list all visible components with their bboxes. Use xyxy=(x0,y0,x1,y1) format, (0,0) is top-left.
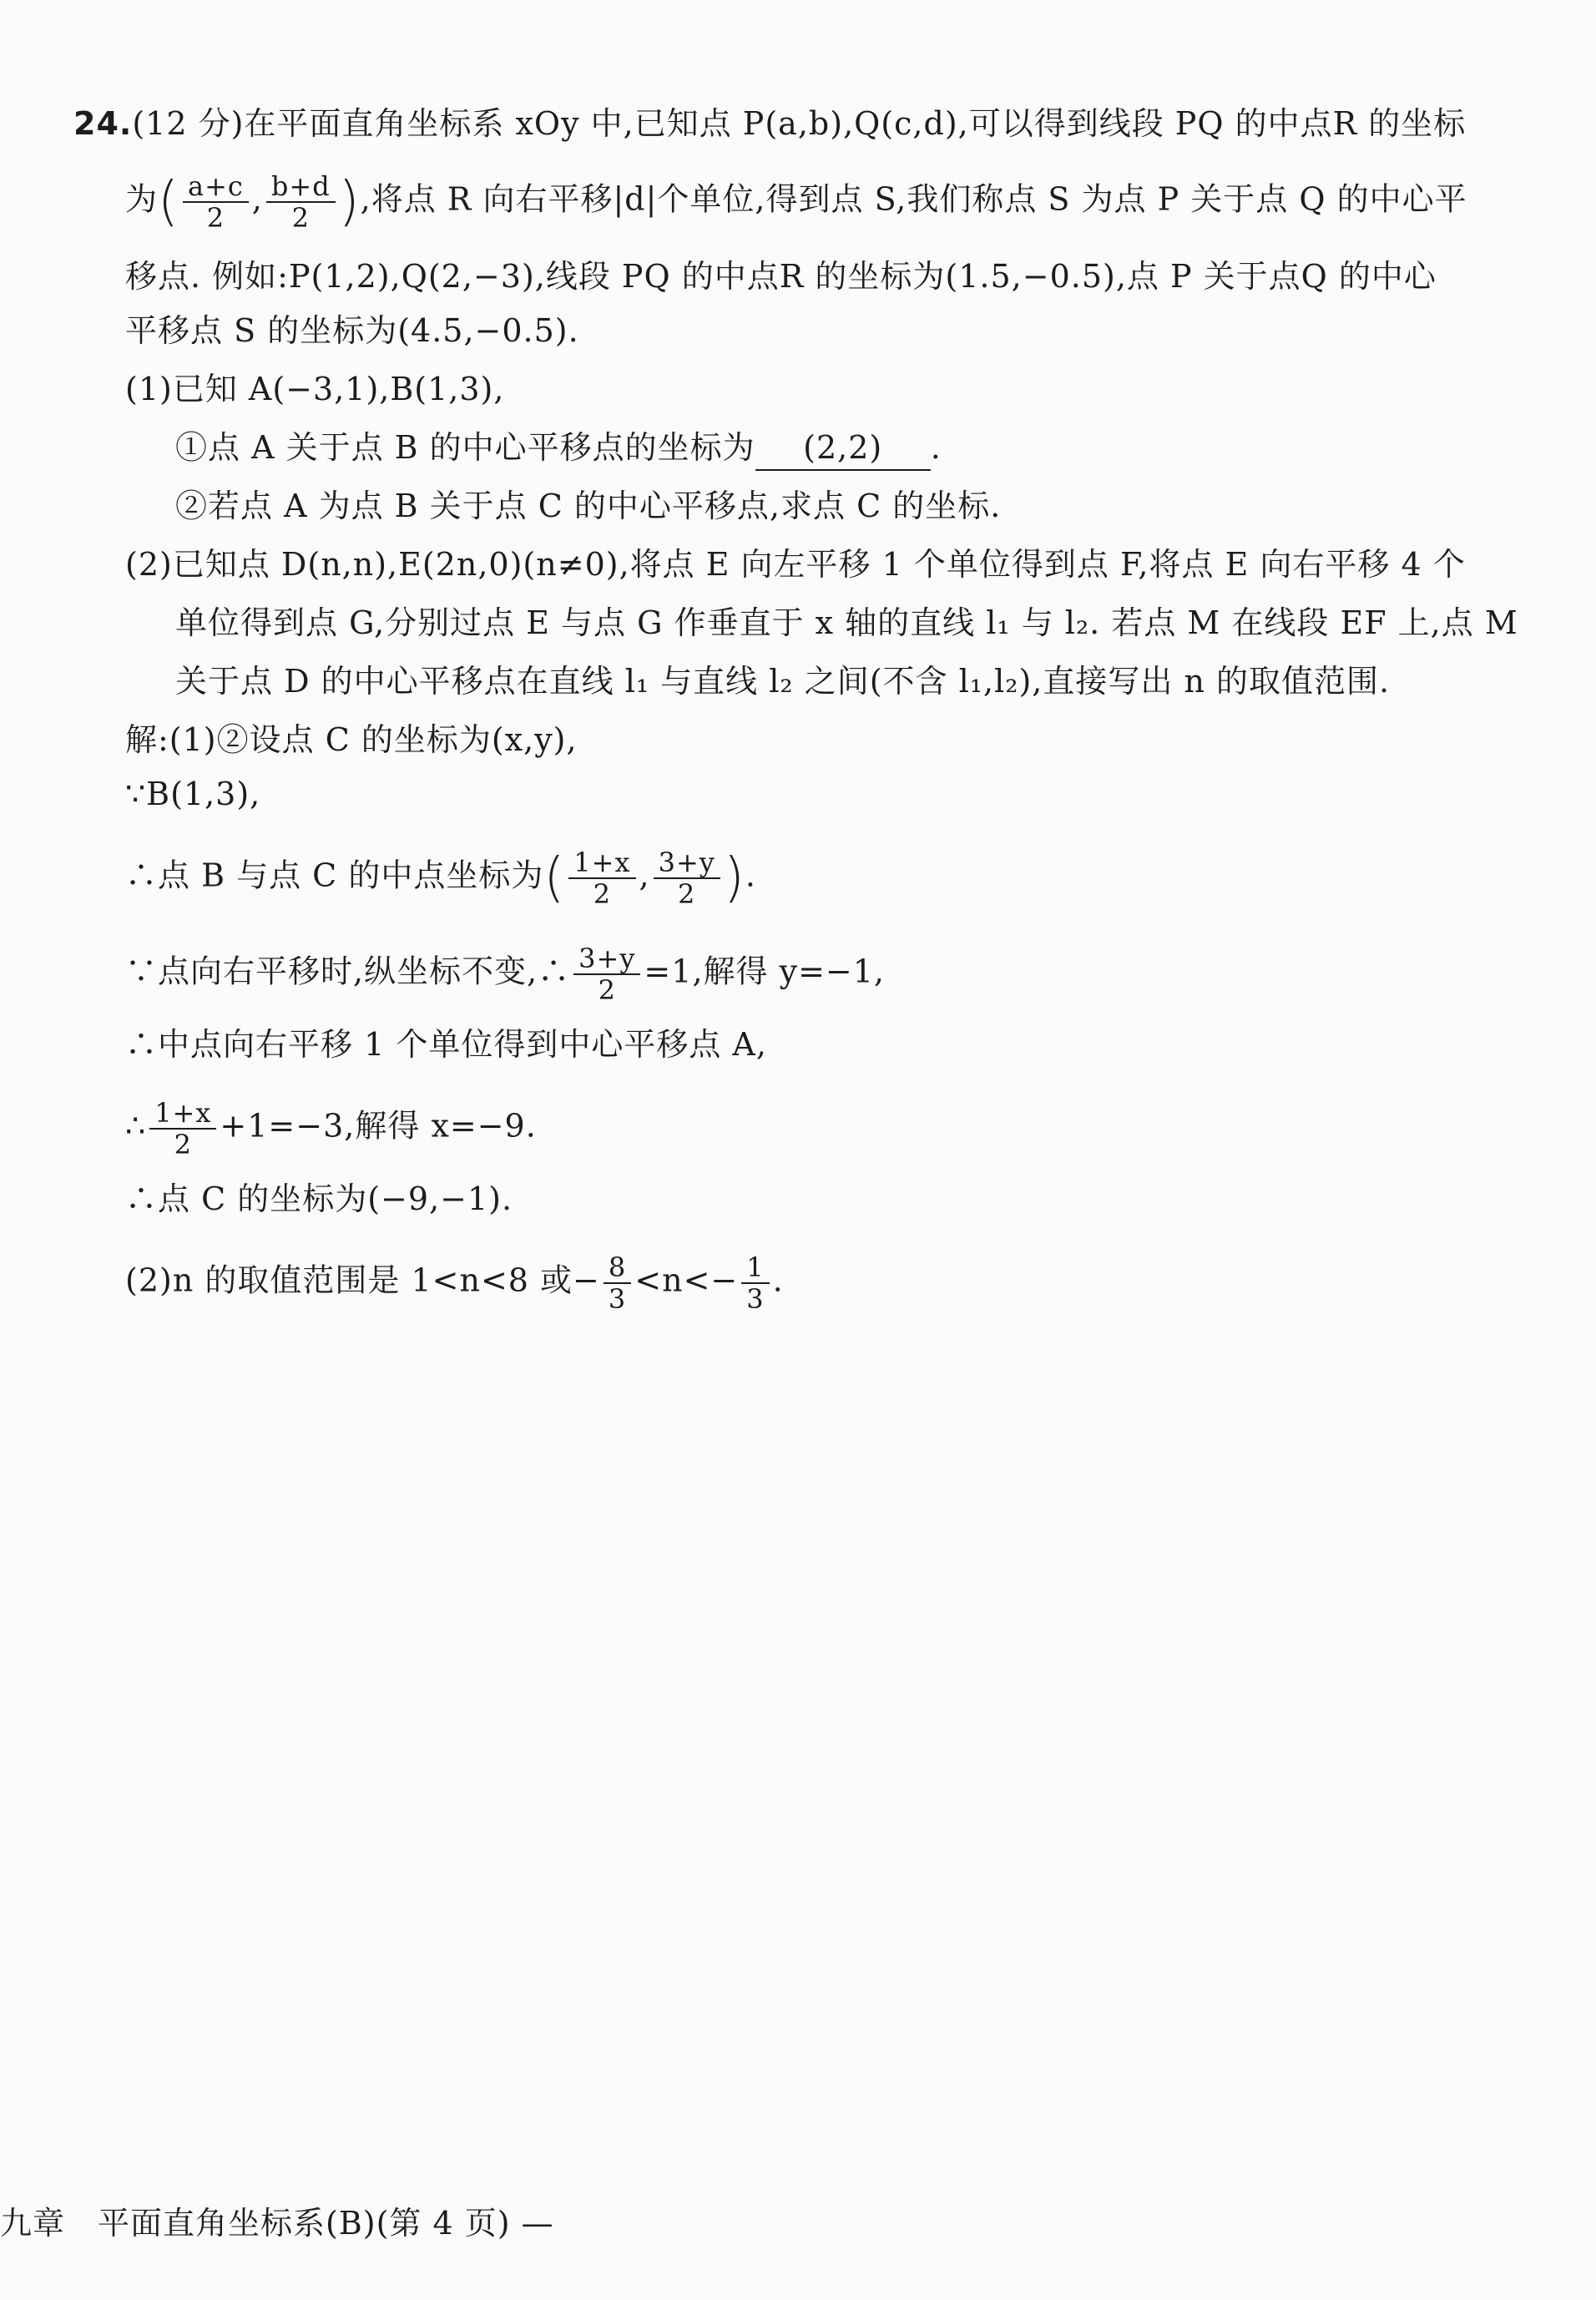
fraction-denominator: 2 xyxy=(206,202,225,234)
part2-line-2: 单位得到点 G,分别过点 E 与点 G 作垂直于 x 轴的直线 l₁ 与 l₂. 若点 M 在线段 EF 上,点 M xyxy=(175,604,1518,641)
fraction-numerator: 3+y xyxy=(573,943,640,975)
s8-text: (2)n 的取值范围是 1<n<8 或− xyxy=(125,1261,600,1299)
solution-line-3: ∴点 B 与点 C 的中点坐标为( $\frac{1+x}{2}$ , $\frac{3+y}{2}$ ). xyxy=(125,847,756,910)
fraction-denominator: 2 xyxy=(593,878,612,910)
fraction-numerator: 8 xyxy=(604,1252,631,1284)
s4-end: =1,解得 y=−1, xyxy=(644,953,886,990)
part2-line-1: (2)已知点 D(n,n),E(2n,0)(n≠0),将点 E 向左平移 1 个单位得到点 F,将点 E 向右平移 4 个 xyxy=(125,546,1466,583)
question-number: 24. xyxy=(73,105,133,142)
part1-q1-text: ①点 A 关于点 B 的中心平移点的坐标为 xyxy=(175,429,755,466)
fraction-numerator: 3+y xyxy=(654,847,720,879)
s3-end: . xyxy=(745,857,756,894)
open-paren: ( xyxy=(158,171,179,233)
question-line-4: 平移点 S 的坐标为(4.5,−0.5). xyxy=(125,312,579,349)
fraction-numerator: 1+x xyxy=(568,847,635,879)
solution-line-6 xyxy=(125,1098,537,1160)
part1-question-1 xyxy=(175,426,942,471)
part1-q1-end: . xyxy=(930,429,942,466)
part1-question-2: ②若点 A 为点 B 关于点 C 的中心平移点,求点 C 的坐标. xyxy=(175,488,1002,524)
solution-line-7: ∴点 C 的坐标为(−9,−1). xyxy=(125,1180,513,1217)
fraction-a-plus-c xyxy=(183,171,249,233)
s6-end: +1=−3,解得 x=−9. xyxy=(220,1107,537,1145)
fraction-1-over-3 xyxy=(741,1252,769,1314)
fraction-1-plus-x xyxy=(568,847,635,909)
intro-prefix: 为 xyxy=(125,180,159,218)
fraction-numerator: 1+x xyxy=(149,1098,216,1130)
fraction-1-plus-x xyxy=(149,1098,216,1160)
fraction-denominator: 2 xyxy=(174,1129,192,1160)
close-paren: ) xyxy=(723,847,745,909)
fraction-8-over-3 xyxy=(604,1252,631,1314)
fraction-denominator: 3 xyxy=(608,1283,627,1315)
fraction-denominator: 2 xyxy=(291,202,310,234)
s8-mid: <n<− xyxy=(634,1261,739,1299)
solution-line-4 xyxy=(125,943,885,1005)
open-paren: ( xyxy=(543,847,566,909)
solution-line-8 xyxy=(125,1252,784,1314)
question-intro-1: 在平面直角坐标系 xOy 中,已知点 P(a,b),Q(c,d),可以得到线段 PQ 的中点R 的坐标 xyxy=(244,105,1467,142)
solution-line-1: 解:(1)②设点 C 的坐标为(x,y), xyxy=(125,721,578,758)
question-line-2: 为( $\frac{a+c}{2}$ , $\frac{b+d}{2}$ ),将点 R 向右平移|d|个单位,得到点 S,我们称点 S 为点 P 关于点 Q 的中心平 xyxy=(125,170,1467,234)
fraction-numerator: 1 xyxy=(741,1252,769,1284)
question-line-3: 移点. 例如:P(1,2),Q(2,−3),线段 PQ 的中点R 的坐标为(1.5,−0.5),点 P 关于点Q 的中心 xyxy=(125,258,1437,295)
part2-line-3: 关于点 D 的中心平移点在直线 l₁ 与直线 l₂ 之间(不含 l₁,l₂),直接写出 n 的取值范围. xyxy=(175,663,1391,700)
solution-line-5: ∴中点向右平移 1 个单位得到中心平移点 A, xyxy=(125,1026,767,1063)
part1-title: (1)已知 A(−3,1),B(1,3), xyxy=(125,371,505,407)
question-line-1 xyxy=(73,102,1466,145)
fraction-denominator: 3 xyxy=(746,1283,765,1315)
answer-blank: (2,2) xyxy=(755,426,931,471)
fraction-denominator: 2 xyxy=(598,974,616,1006)
solution-line-2: ∵B(1,3), xyxy=(125,776,261,812)
fraction-3-plus-y xyxy=(573,943,640,1005)
fraction-numerator: b+d xyxy=(266,171,336,203)
question-score: (12 分) xyxy=(132,105,245,142)
intro-suffix: ,将点 R 向右平移|d|个单位,得到点 S,我们称点 S 为点 P 关于点 Q 的中心平 xyxy=(360,180,1467,218)
fraction-b-plus-d xyxy=(266,171,336,233)
s8-end: . xyxy=(772,1261,784,1299)
close-paren: ) xyxy=(338,171,361,233)
s6-text: ∴ xyxy=(125,1107,147,1145)
s4-text: ∵点向右平移时,纵坐标不变,∴ xyxy=(125,953,571,990)
fraction-denominator: 2 xyxy=(678,878,696,910)
fraction-numerator: a+c xyxy=(183,171,249,203)
page-footer: 九章 平面直角坐标系(B)(第 4 页) — xyxy=(0,2205,554,2242)
s3-text: ∴点 B 与点 C 的中点坐标为 xyxy=(125,857,544,894)
fraction-3-plus-y xyxy=(654,847,720,909)
